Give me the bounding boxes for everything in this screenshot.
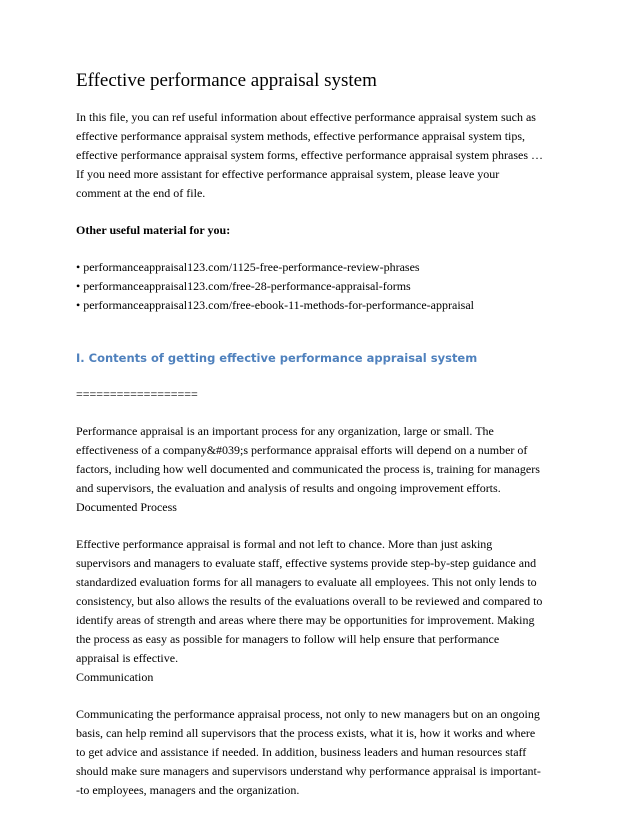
spacer — [76, 517, 578, 535]
document-title: Effective performance appraisal system — [76, 70, 377, 91]
spacer — [76, 367, 578, 385]
paragraph-line: identify areas of strength and areas where there may be opportunities for improvement. Making — [76, 613, 535, 627]
paragraph-line: appraisal is effective. — [76, 651, 179, 665]
paragraph-line: should make sure managers and supervisors understand why performance appraisal is important- — [76, 764, 541, 778]
link-item[interactable]: • performanceappraisal123.com/free-28-performance-appraisal-forms — [76, 279, 411, 293]
paragraph-2 — [76, 535, 578, 687]
paragraph-line: factors, including how well documented and communicated the process is, training for managers — [76, 462, 540, 476]
subheading-documented-process: Documented Process — [76, 500, 177, 514]
paragraph-line: standardized evaluation forms for all managers to evaluate all employees. This not only lends to — [76, 575, 537, 589]
intro-line: In this file, you can ref useful information about effective performance appraisal system such as — [76, 110, 536, 124]
intro-line: If you need more assistant for effective performance appraisal system, please leave your — [76, 167, 500, 181]
section-heading: I. Contents of getting effective performance appraisal system — [76, 351, 478, 365]
links-list — [76, 258, 578, 315]
spacer — [76, 240, 578, 258]
spacer — [76, 687, 578, 705]
paragraph-line: Performance appraisal is an important process for any organization, large or small. The — [76, 424, 494, 438]
other-material-label: Other useful material for you: — [76, 223, 231, 237]
paragraph-line: effectiveness of a company&#039;s performance appraisal efforts will depend on a number of — [76, 443, 528, 457]
paragraph-line: Communicating the performance appraisal process, not only to new managers but on an ongoing — [76, 707, 540, 721]
paragraph-line: supervisors and managers to evaluate staff, effective systems provide step-by-step guidance and — [76, 556, 537, 570]
paragraph-1 — [76, 422, 578, 517]
paragraph-line: the process as easy as possible for managers to follow will help ensure that performance — [76, 632, 500, 646]
spacer — [76, 315, 578, 349]
intro-paragraph — [76, 108, 578, 203]
separator-line: ================== — [76, 387, 198, 401]
link-item[interactable]: • performanceappraisal123.com/1125-free-performance-review-phrases — [76, 260, 420, 274]
paragraph-3 — [76, 705, 578, 800]
paragraph-line: basis, can help remind all supervisors that the process exists, what it is, how it works and where — [76, 726, 536, 740]
paragraph-line: -to employees, managers and the organization. — [76, 783, 300, 797]
paragraph-line: consistency, but also allows the results of the evaluations overall to be reviewed and compared to — [76, 594, 543, 608]
paragraph-line: to get advice and assistance if needed. In addition, business leaders and human resources staff — [76, 745, 527, 759]
intro-line: effective performance appraisal system forms, effective performance appraisal system phrases … — [76, 148, 544, 162]
paragraph-line: and supervisors, the evaluation and analysis of results and ongoing improvement efforts. — [76, 481, 501, 495]
intro-line: comment at the end of file. — [76, 186, 206, 200]
paragraph-line: Effective performance appraisal is formal and not left to chance. More than just asking — [76, 537, 493, 551]
intro-line: effective performance appraisal system methods, effective performance appraisal system tips, — [76, 129, 526, 143]
subheading-communication: Communication — [76, 670, 154, 684]
link-item[interactable]: • performanceappraisal123.com/free-ebook-11-methods-for-performance-appraisal — [76, 298, 474, 312]
spacer — [76, 203, 578, 221]
spacer — [76, 404, 578, 422]
